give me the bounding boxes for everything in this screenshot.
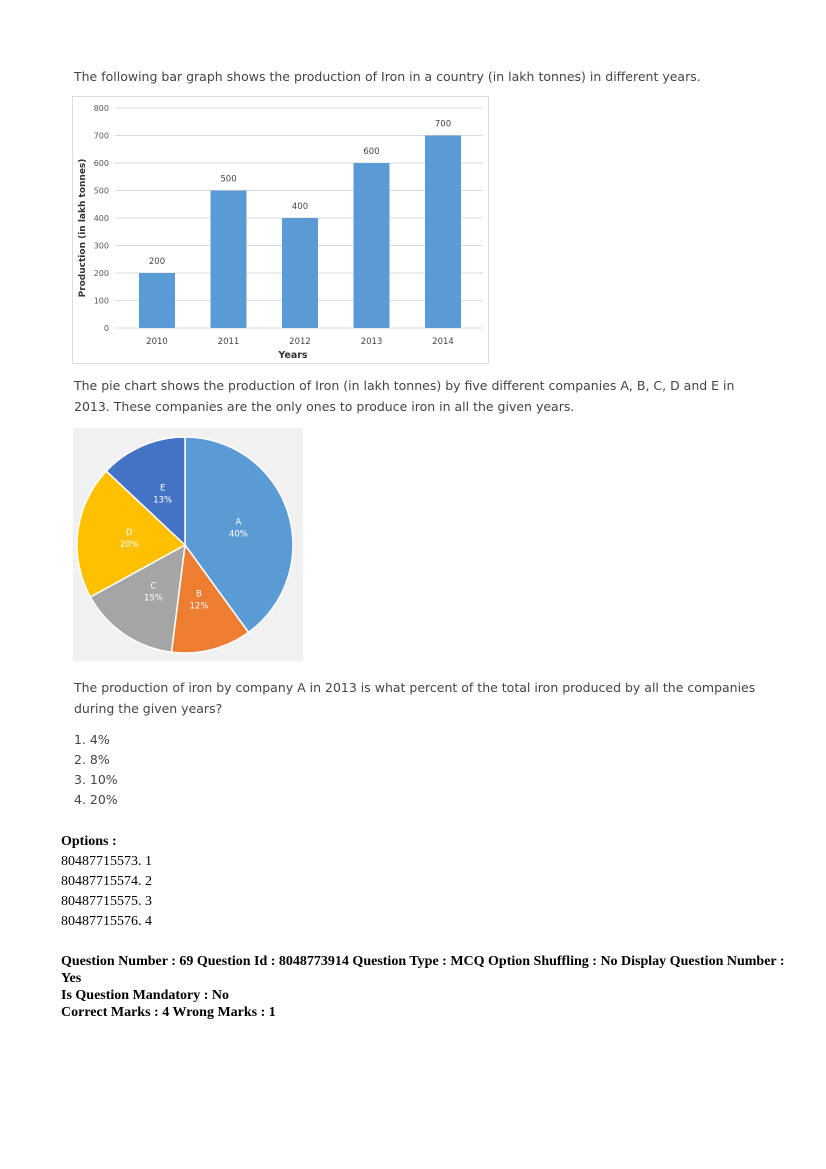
option-item: 80487715575. 3 (61, 894, 152, 909)
y-tick-label: 0 (103, 324, 109, 333)
x-axis-title: Years (278, 350, 308, 361)
intro-text: The following bar graph shows the production of Iron in a country (in lakh tonnes) in different years. (74, 69, 701, 84)
y-tick-label: 200 (93, 269, 109, 278)
question-text: The production of iron by company A in 2013 is what percent of the total iron produced by all the companies during the given years? (74, 680, 756, 716)
x-tick-label: 2012 (289, 337, 311, 347)
meta-line-1: Question Number : 69 Question Id : 8048773914 Question Type : MCQ Option Shuffling : No Display Question Number : Yes (61, 954, 785, 986)
pie-label: C (150, 581, 157, 592)
pie-percent-label: 40% (228, 529, 248, 540)
pie-percent-label: 13% (153, 495, 173, 506)
pie-percent-label: 15% (143, 593, 163, 604)
pie-intro-text: The pie chart shows the production of Iron (in lakh tonnes) by five different companies A, B, C, D and E in 2013. These companies are the only ones to produce iron in all the given years. (74, 378, 735, 414)
pie-label: E (160, 483, 166, 494)
option-item: 80487715573. 1 (61, 854, 152, 869)
question-meta (61, 953, 791, 1021)
answer-item: 1. 4% (74, 732, 110, 747)
pie-chart-svg (73, 428, 303, 661)
y-axis-title: Production (in lakh tonnes) (78, 158, 88, 298)
answer-item: 4. 20% (74, 792, 118, 807)
y-tick-label: 400 (93, 214, 109, 223)
options-title: Options : (61, 834, 117, 849)
x-tick-label: 2011 (217, 337, 240, 347)
pie-label: D (126, 527, 133, 538)
answer-item: 2. 8% (74, 752, 110, 767)
pie-percent-label: 20% (119, 539, 139, 550)
answer-list (74, 730, 118, 810)
pie-label: B (196, 589, 202, 600)
y-tick-label: 600 (93, 159, 109, 168)
pie-chart (73, 428, 303, 661)
x-tick-label: 2013 (360, 337, 383, 347)
bar-data-label: 400 (291, 202, 309, 212)
option-item: 80487715574. 2 (61, 874, 152, 889)
answer-item: 3. 10% (74, 772, 118, 787)
meta-line-3: Correct Marks : 4 Wrong Marks : 1 (61, 1005, 276, 1020)
bar-data-label: 200 (148, 257, 166, 267)
bar-chart (72, 96, 489, 364)
y-tick-label: 500 (93, 186, 109, 196)
x-tick-label: 2014 (432, 337, 454, 347)
options-block (61, 832, 152, 932)
option-item: 80487715576. 4 (61, 914, 152, 929)
bar (425, 136, 461, 329)
bar (211, 191, 247, 329)
bar-data-label: 600 (363, 147, 380, 157)
bar (282, 218, 318, 328)
bar (354, 163, 390, 328)
meta-line-2: Is Question Mandatory : No (61, 988, 230, 1003)
x-tick-label: 2010 (146, 337, 168, 347)
bar-chart-svg (73, 97, 488, 363)
bar-data-label: 700 (434, 119, 452, 130)
y-tick-label: 700 (93, 131, 109, 141)
pie-percent-label: 12% (189, 601, 209, 612)
y-tick-label: 800 (93, 104, 109, 113)
pie-label: A (235, 517, 242, 528)
y-tick-label: 300 (93, 241, 109, 251)
bar (139, 273, 175, 328)
bar-data-label: 500 (220, 174, 237, 185)
y-tick-label: 100 (93, 296, 109, 306)
